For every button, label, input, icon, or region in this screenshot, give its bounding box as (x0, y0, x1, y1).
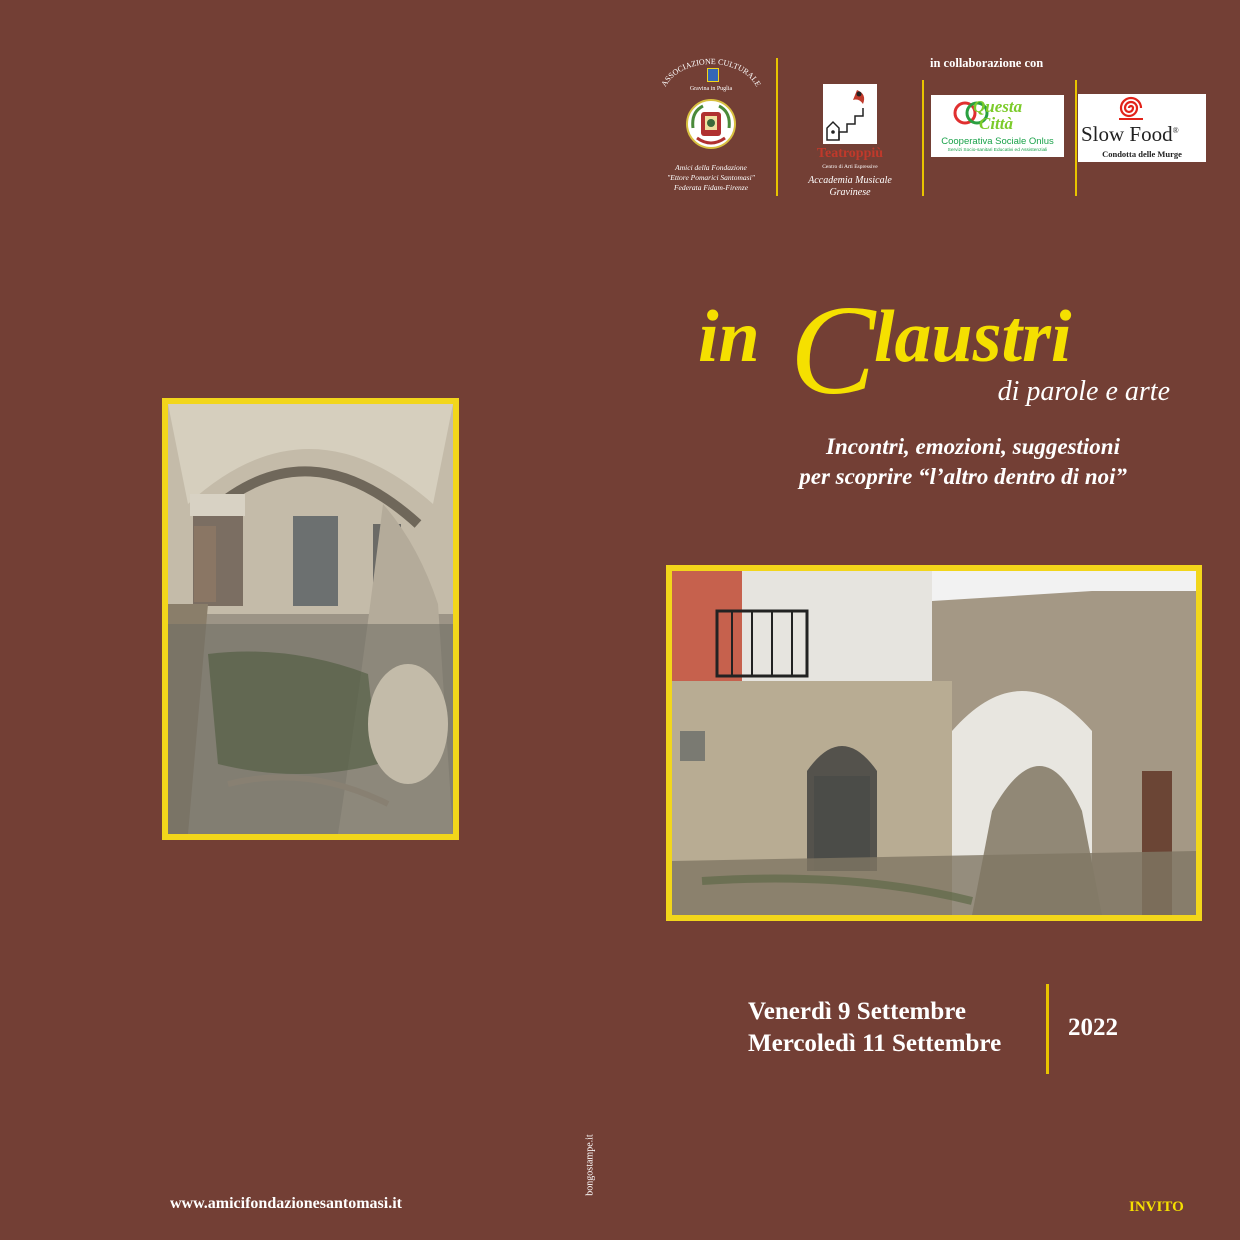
slow-food-registered-mark: ® (1172, 126, 1179, 135)
teatro-logo (800, 84, 900, 204)
snail-icon (1116, 95, 1146, 121)
association-logo (655, 58, 767, 198)
slow-food-name-text: Slow Food (1081, 122, 1173, 146)
right-photo-frame (666, 565, 1202, 921)
slow-food-name (1081, 122, 1179, 147)
association-line3: Federata Fidam-Firenze (673, 183, 749, 192)
slow-food-logo (1078, 94, 1206, 162)
questa-citta-line1: Cooperativa Sociale Onlus (941, 136, 1054, 147)
title-rest: laustri (874, 296, 1072, 378)
slow-food-sub: Condotta delle Murge (1102, 149, 1182, 159)
teatro-line1: Accademia Musicale (808, 175, 892, 186)
left-photo-courtyard-image (168, 404, 453, 834)
date-line-2: Mercoledì 11 Settembre (748, 1030, 1002, 1057)
questa-citta-line2: Servizi Socio-sanitari Educativi ed Assistenziali (947, 148, 1048, 153)
title-prefix: in (698, 296, 760, 378)
questa-citta-logo (931, 95, 1064, 157)
logo-divider-3 (1075, 80, 1077, 196)
association-sub: Gravina in Puglia (689, 86, 733, 92)
association-flag-icon (707, 68, 719, 82)
citta-word: Città (979, 114, 1014, 133)
teatro-line2: Gravinese (829, 187, 871, 198)
right-photo-alley-image (672, 571, 1196, 915)
tagline-line1: Incontri, emozioni, suggestioni (826, 434, 1120, 459)
invito-label: INVITO (1129, 1199, 1184, 1215)
association-line1: Amici della Fondazione (675, 163, 747, 172)
date-line-1: Venerdì 9 Settembre (748, 998, 967, 1025)
title-big-letter: C (790, 279, 876, 421)
date-divider (1046, 984, 1049, 1074)
teatro-name: Teatroppiù (816, 146, 884, 161)
logo-divider-1 (776, 58, 778, 196)
teatro-emblem-icon (823, 84, 877, 144)
date-year: 2022 (1068, 1014, 1118, 1041)
teatro-sub: Centro di Arti Espressive (822, 164, 878, 170)
association-line2: "Ettore Pomarici Santomasi" (667, 173, 755, 182)
printer-credit (583, 1120, 597, 1210)
logo-divider-2 (922, 80, 924, 196)
questa-word: Questa (973, 97, 1023, 116)
association-crest-icon (685, 98, 737, 150)
title-subtitle: di parole e arte (997, 376, 1170, 407)
printer-credit-text: bongostampe.it (584, 1134, 596, 1196)
left-photo-frame (162, 398, 459, 840)
association-arc-label: ASSOCIAZIONE CULTURALE (659, 58, 763, 89)
website-link[interactable]: www.amicifondazionesantomasi.it (170, 1195, 402, 1212)
tagline-line2: per scoprire “l’altro dentro di noi” (799, 464, 1127, 489)
collaboration-label: in collaborazione con (930, 56, 1044, 70)
